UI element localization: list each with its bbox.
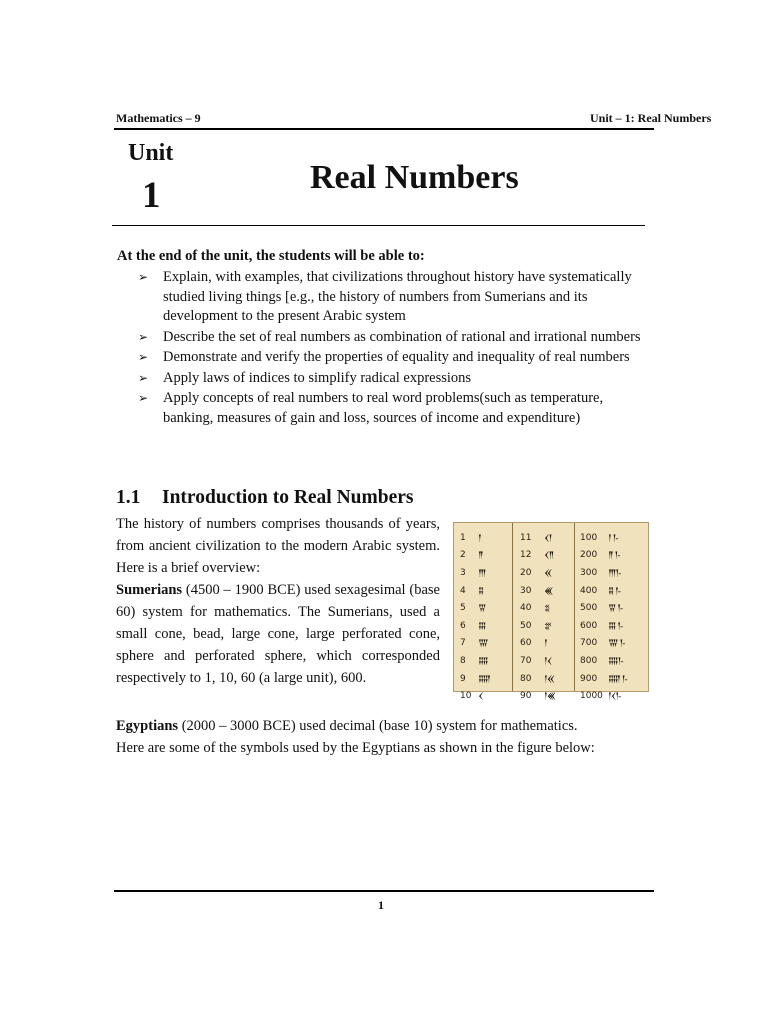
cuneiform-glyph-icon: 𒈫 𒁹-	[608, 551, 620, 562]
numeral-row	[460, 529, 490, 547]
numeral-row	[520, 547, 555, 565]
numeral-value: 5	[460, 603, 466, 614]
numeral-value: 600	[580, 620, 598, 631]
cuneiform-glyph-icon: 𒌋𒈫	[544, 551, 554, 562]
cuneiform-glyph-icon: 𒁹𒌍	[544, 692, 556, 703]
header-unit: Unit – 1: Real Numbers	[590, 111, 712, 125]
numeral-row	[520, 687, 555, 705]
table-divider	[512, 523, 513, 691]
egyptians-text: (2000 – 3000 BCE) used decimal (base 10) system for mathematics.	[178, 718, 578, 734]
sumerians-text: (4500 – 1900 BCE) used sexagesimal (base 60) system for mathematics. The Sumerians, used a small cone, bead, large cone, large perforated cone, sphere and perforated sphere, which corresponded respectively to 1, 10, 60 (a large unit), 600.	[116, 582, 440, 686]
numeral-row	[580, 617, 627, 635]
objective-item	[136, 328, 656, 348]
numeral-value: 10	[460, 691, 472, 702]
numeral-value: 300	[580, 567, 598, 578]
numeral-row	[520, 564, 555, 582]
arrow-bullet-icon: ➢	[138, 370, 149, 385]
header-rule	[114, 128, 654, 130]
numeral-value: 500	[580, 603, 598, 614]
numeral-value: 400	[580, 585, 598, 596]
egyptians-paragraph	[116, 715, 656, 737]
numeral-value: 800	[580, 655, 598, 666]
objective-text: Apply laws of indices to simplify radical expressions	[163, 369, 472, 386]
objective-text: Explain, with examples, that civilizations throughout history have systematically studied living things [e.g., the history of numbers from Sumerians and its development to the present Arabic system	[163, 269, 632, 324]
numeral-row	[460, 635, 490, 653]
cuneiform-glyph-icon: 𒐈𒁹-	[608, 568, 621, 579]
cuneiform-glyph-icon: 𒐋 𒁹-	[608, 621, 623, 632]
cuneiform-glyph-icon: 𒁹𒌋𒁹-	[608, 692, 621, 703]
objectives-heading: At the end of the unit, the students will be able to:	[117, 248, 425, 264]
cuneiform-glyph-icon: 𒁹 𒁹-	[608, 533, 618, 544]
numeral-row	[460, 670, 490, 688]
numeral-column	[520, 529, 555, 705]
numeral-value: 900	[580, 673, 598, 684]
numeral-row	[520, 599, 555, 617]
numeral-value: 40	[520, 603, 532, 614]
objectives-list	[136, 268, 656, 429]
unit-number: 1	[142, 175, 161, 216]
egyptians-paragraph-2: Here are some of the symbols used by the Egyptians as shown in the figure below:	[116, 740, 595, 756]
numeral-value: 2	[460, 550, 466, 561]
numeral-row	[460, 652, 490, 670]
cuneiform-glyph-icon: 𒐉 𒁹-	[608, 586, 621, 597]
objective-text: Describe the set of real numbers as combination of rational and irrational numbers	[163, 328, 641, 345]
numeral-row	[580, 582, 627, 600]
cuneiform-glyph-icon: 𒐊 𒁹-	[608, 604, 623, 615]
title-rule	[112, 225, 645, 226]
numeral-row	[460, 687, 490, 705]
cuneiform-glyph-icon: 𒐎	[478, 674, 490, 685]
cuneiform-glyph-icon: 𒁹	[544, 639, 547, 650]
numeral-value: 12	[520, 550, 532, 561]
cuneiform-glyph-icon: 𒐌 𒁹-	[608, 639, 625, 650]
cuneiform-glyph-icon: 𒌋𒁹	[544, 533, 552, 544]
section-heading	[116, 487, 414, 509]
numeral-value: 1000	[580, 691, 603, 702]
numeral-row	[460, 599, 490, 617]
numeral-row	[520, 670, 555, 688]
objective-item	[136, 369, 656, 389]
intro-text-block	[116, 513, 440, 689]
objective-text: Demonstrate and verify the properties of equality and inequality of real numbers	[163, 349, 630, 365]
cuneiform-glyph-icon: 𒁹𒎙	[544, 674, 555, 685]
objective-text: Apply concepts of real numbers to real word problems(such as temperature, banking, measures of gain and loss, sources of income and expenditure)	[163, 390, 604, 426]
section-title: Introduction to Real Numbers	[162, 487, 414, 508]
numeral-value: 4	[460, 585, 466, 596]
cuneiform-glyph-icon: 𒌋	[478, 692, 483, 703]
cuneiform-glyph-icon: 𒐍𒁹-	[608, 656, 623, 667]
numeral-value: 100	[580, 532, 598, 543]
numeral-value: 30	[520, 585, 532, 596]
numeral-row	[580, 635, 627, 653]
table-divider	[574, 523, 575, 691]
numeral-row	[520, 617, 555, 635]
cuneiform-glyph-icon: 𒐊	[478, 604, 486, 615]
numeral-row	[580, 547, 627, 565]
sumerians-paragraph	[116, 579, 440, 689]
numeral-column	[460, 529, 490, 705]
numeral-value: 3	[460, 567, 466, 578]
arrow-bullet-icon: ➢	[138, 270, 149, 284]
cuneiform-glyph-icon: 𒐌	[478, 639, 488, 650]
cuneiform-glyph-icon: 𒈫	[478, 551, 483, 562]
egyptians-text-block	[116, 715, 656, 759]
numeral-row	[520, 582, 555, 600]
numeral-row	[520, 652, 555, 670]
sumerian-numerals-figure	[453, 522, 649, 703]
cuneiform-glyph-icon: 𒐈	[478, 568, 486, 579]
unit-label: Unit	[128, 140, 174, 166]
cuneiform-glyph-icon: 𒐎 𒁹-	[608, 674, 627, 685]
cuneiform-glyph-icon: 𒐋	[478, 621, 486, 632]
sumerians-term: Sumerians	[116, 582, 183, 598]
cuneiform-glyph-icon: 𒐉	[478, 586, 484, 597]
cuneiform-glyph-icon: 𒐏	[544, 604, 550, 615]
cuneiform-glyph-icon: 𒁹	[478, 533, 481, 544]
numeral-value: 50	[520, 620, 532, 631]
numeral-row	[580, 670, 627, 688]
numeral-value: 60	[520, 638, 532, 649]
page-number: 1	[378, 898, 384, 912]
numeral-value: 1	[460, 532, 466, 543]
numeral-row	[520, 529, 555, 547]
numeral-row	[460, 547, 490, 565]
numeral-column	[580, 529, 627, 705]
numeral-value: 8	[460, 655, 466, 666]
header-subject: Mathematics – 9	[116, 111, 201, 125]
numeral-value: 11	[520, 532, 532, 543]
numeral-row	[520, 635, 555, 653]
numeral-row	[580, 652, 627, 670]
numeral-row	[580, 564, 627, 582]
numeral-value: 9	[460, 673, 466, 684]
numeral-value: 70	[520, 655, 532, 666]
objective-item	[136, 389, 656, 428]
objective-item	[136, 268, 656, 327]
numeral-row	[580, 599, 627, 617]
section-number: 1.1	[116, 487, 141, 508]
numeral-row	[460, 582, 490, 600]
footer-rule	[114, 890, 654, 892]
objective-item	[136, 348, 656, 368]
numeral-value: 7	[460, 638, 466, 649]
numeral-row	[580, 529, 627, 547]
numeral-row	[460, 617, 490, 635]
numeral-value: 90	[520, 691, 532, 702]
numeral-value: 80	[520, 673, 532, 684]
numeral-row	[580, 687, 627, 705]
arrow-bullet-icon: ➢	[138, 350, 149, 364]
cuneiform-glyph-icon: 𒌍	[544, 586, 553, 597]
arrow-bullet-icon: ➢	[138, 329, 149, 344]
arrow-bullet-icon: ➢	[138, 391, 149, 405]
numeral-value: 200	[580, 550, 598, 561]
intro-paragraph: The history of numbers comprises thousands of years, from ancient civilization to the modern Arabic system. Here is a brief overview:	[116, 516, 440, 576]
cuneiform-glyph-icon: 𒁹𒌋	[544, 656, 552, 667]
numeral-value: 6	[460, 620, 466, 631]
cuneiform-glyph-icon: 𒐍	[478, 656, 488, 667]
cuneiform-glyph-icon: 𒐐	[544, 621, 552, 632]
numeral-value: 20	[520, 567, 532, 578]
page-title: Real Numbers	[310, 159, 519, 196]
cuneiform-glyph-icon: 𒎙	[544, 568, 552, 579]
numeral-value: 700	[580, 638, 598, 649]
numeral-row	[460, 564, 490, 582]
egyptians-term: Egyptians	[116, 718, 179, 734]
